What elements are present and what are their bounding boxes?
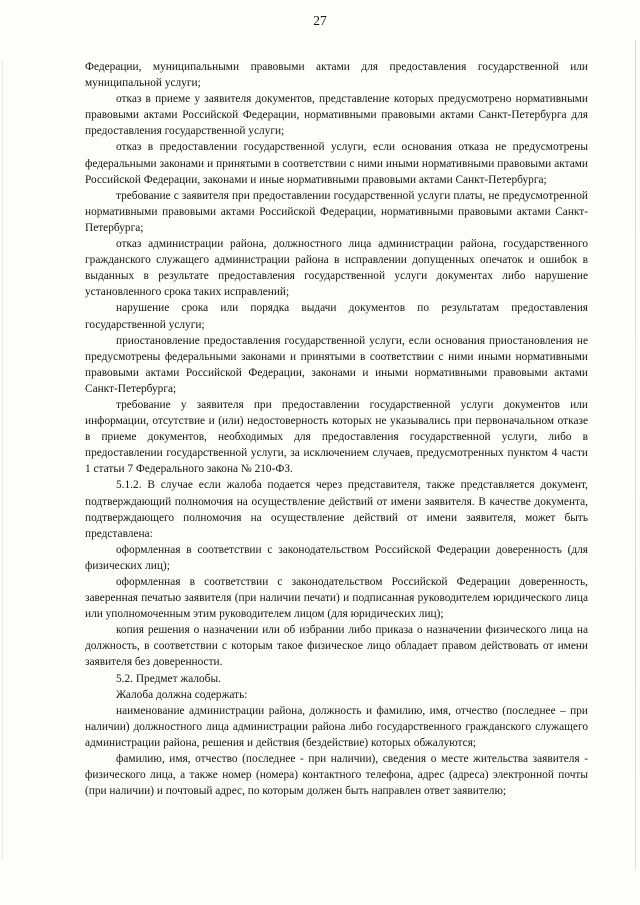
- paragraph-5-1-2: 5.1.2. В случае если жалоба подается через представителя, также представляется документ, подтверждающий полномочия на осуществление действий от имени заявителя. В качестве документа, подтверждающего полномочия на осуществление действий от имени заявителя, может быть представлена:: [85, 479, 588, 540]
- scan-edge-right: [635, 40, 636, 870]
- paragraph-fee-requirement: требование с заявителя при предоставлении государственной услуги платы, не предусмотренной нормативными правовыми актами Российской Федерации, нормативными правовыми актами Санкт-Петербурга;: [85, 189, 588, 234]
- paragraph-refusal-service: отказ в предоставлении государственной услуги, если основания отказа не предусмотрены федеральными законами и принятыми в соответствии с ними иными нормативными правовыми актами Российской Федерации, законами и иные нормативными правовыми актами Санкт-Петербурга;: [85, 141, 588, 186]
- paragraph-correction-refusal: отказ администрации района, должностного лица администрации района, государственного гражданского служащего администрации района в исправлении допущенных опечаток и ошибок в выданных в результате предоставления государственной услуги документах либо нарушение установленного срока таких исправлений;: [85, 238, 588, 299]
- paragraph-issuance-violation: нарушение срока или порядка выдачи документов по результатам предоставления государственной услуги;: [85, 302, 588, 331]
- paragraph-power-of-attorney-individuals: оформленная в соответствии с законодательством Российской Федерации доверенность (для физических лиц);: [85, 543, 588, 572]
- paragraph-applicant-info: фамилию, имя, отчество (последнее - при наличии), сведения о месте жительства заявителя - физического лица, а также номер (номера) контактного телефона, адрес (адреса) электронной почты (при наличии) и почтовый адрес, по которым должен быть направлен ответ заявителю;: [85, 753, 588, 798]
- paragraph-power-of-attorney-legal: оформленная в соответствии с законодательством Российской Федерации доверенность, заверенная печатью заявителя (при наличии печати) и подписанная руководителем юридического лица или уполномоченным этим руководителем лицом (для юридических лиц);: [85, 576, 588, 621]
- paragraph-section-5-2: 5.2. Предмет жалобы.: [116, 672, 221, 685]
- body-text: [85, 59, 588, 799]
- scan-edge-left: [2, 60, 3, 860]
- paragraph-suspension: приостановление предоставления государственной услуги, если основания приостановления не предусмотрены федеральными законами и принятыми в соответствии с ними иными нормативными правовыми актами Российской Федерации, законами и иными нормативными правовыми актами Санкт-Петербурга;: [85, 334, 588, 395]
- page-number: 27: [313, 13, 327, 28]
- paragraph-official-name: наименование администрации района, должность и фамилию, имя, отчество (последнее – при наличии) должностного лица администрации района либо государственного гражданского служащего администрации района, решения и действия (бездействие) которых обжалуются;: [85, 704, 588, 749]
- paragraph-refusal-documents: отказ в приеме у заявителя документов, представление которых предусмотрено нормативными правовыми актами Российской Федерации, нормативными правовыми актами Санкт-Петербурга для предоставления государственной услуги;: [85, 93, 588, 138]
- paragraph-document-requirement: требование у заявителя при предоставлении государственной услуги документов или информации, отсутствие и (или) недостоверность которых не указывались при первоначальном отказе в приеме документов, необходимых для предоставления государственной услуги, либо в предоставлении государственной услуги, за исключением случаев, предусмотренных пунктом 4 части 1 статьи 7 Федерального закона № 210-ФЗ.: [85, 398, 588, 476]
- paragraph-continuation: Федерации, муниципальными правовыми актами для предоставления государственной или муниципальной услуги;: [85, 61, 588, 90]
- paragraph-appointment-copy: копия решения о назначении или об избрании либо приказа о назначении физического лица на должность, в соответствии с которым такое физическое лицо обладает правом действовать от имени заявителя без доверенности.: [85, 624, 588, 669]
- paragraph-complaint-contents: Жалоба должна содержать:: [116, 688, 248, 701]
